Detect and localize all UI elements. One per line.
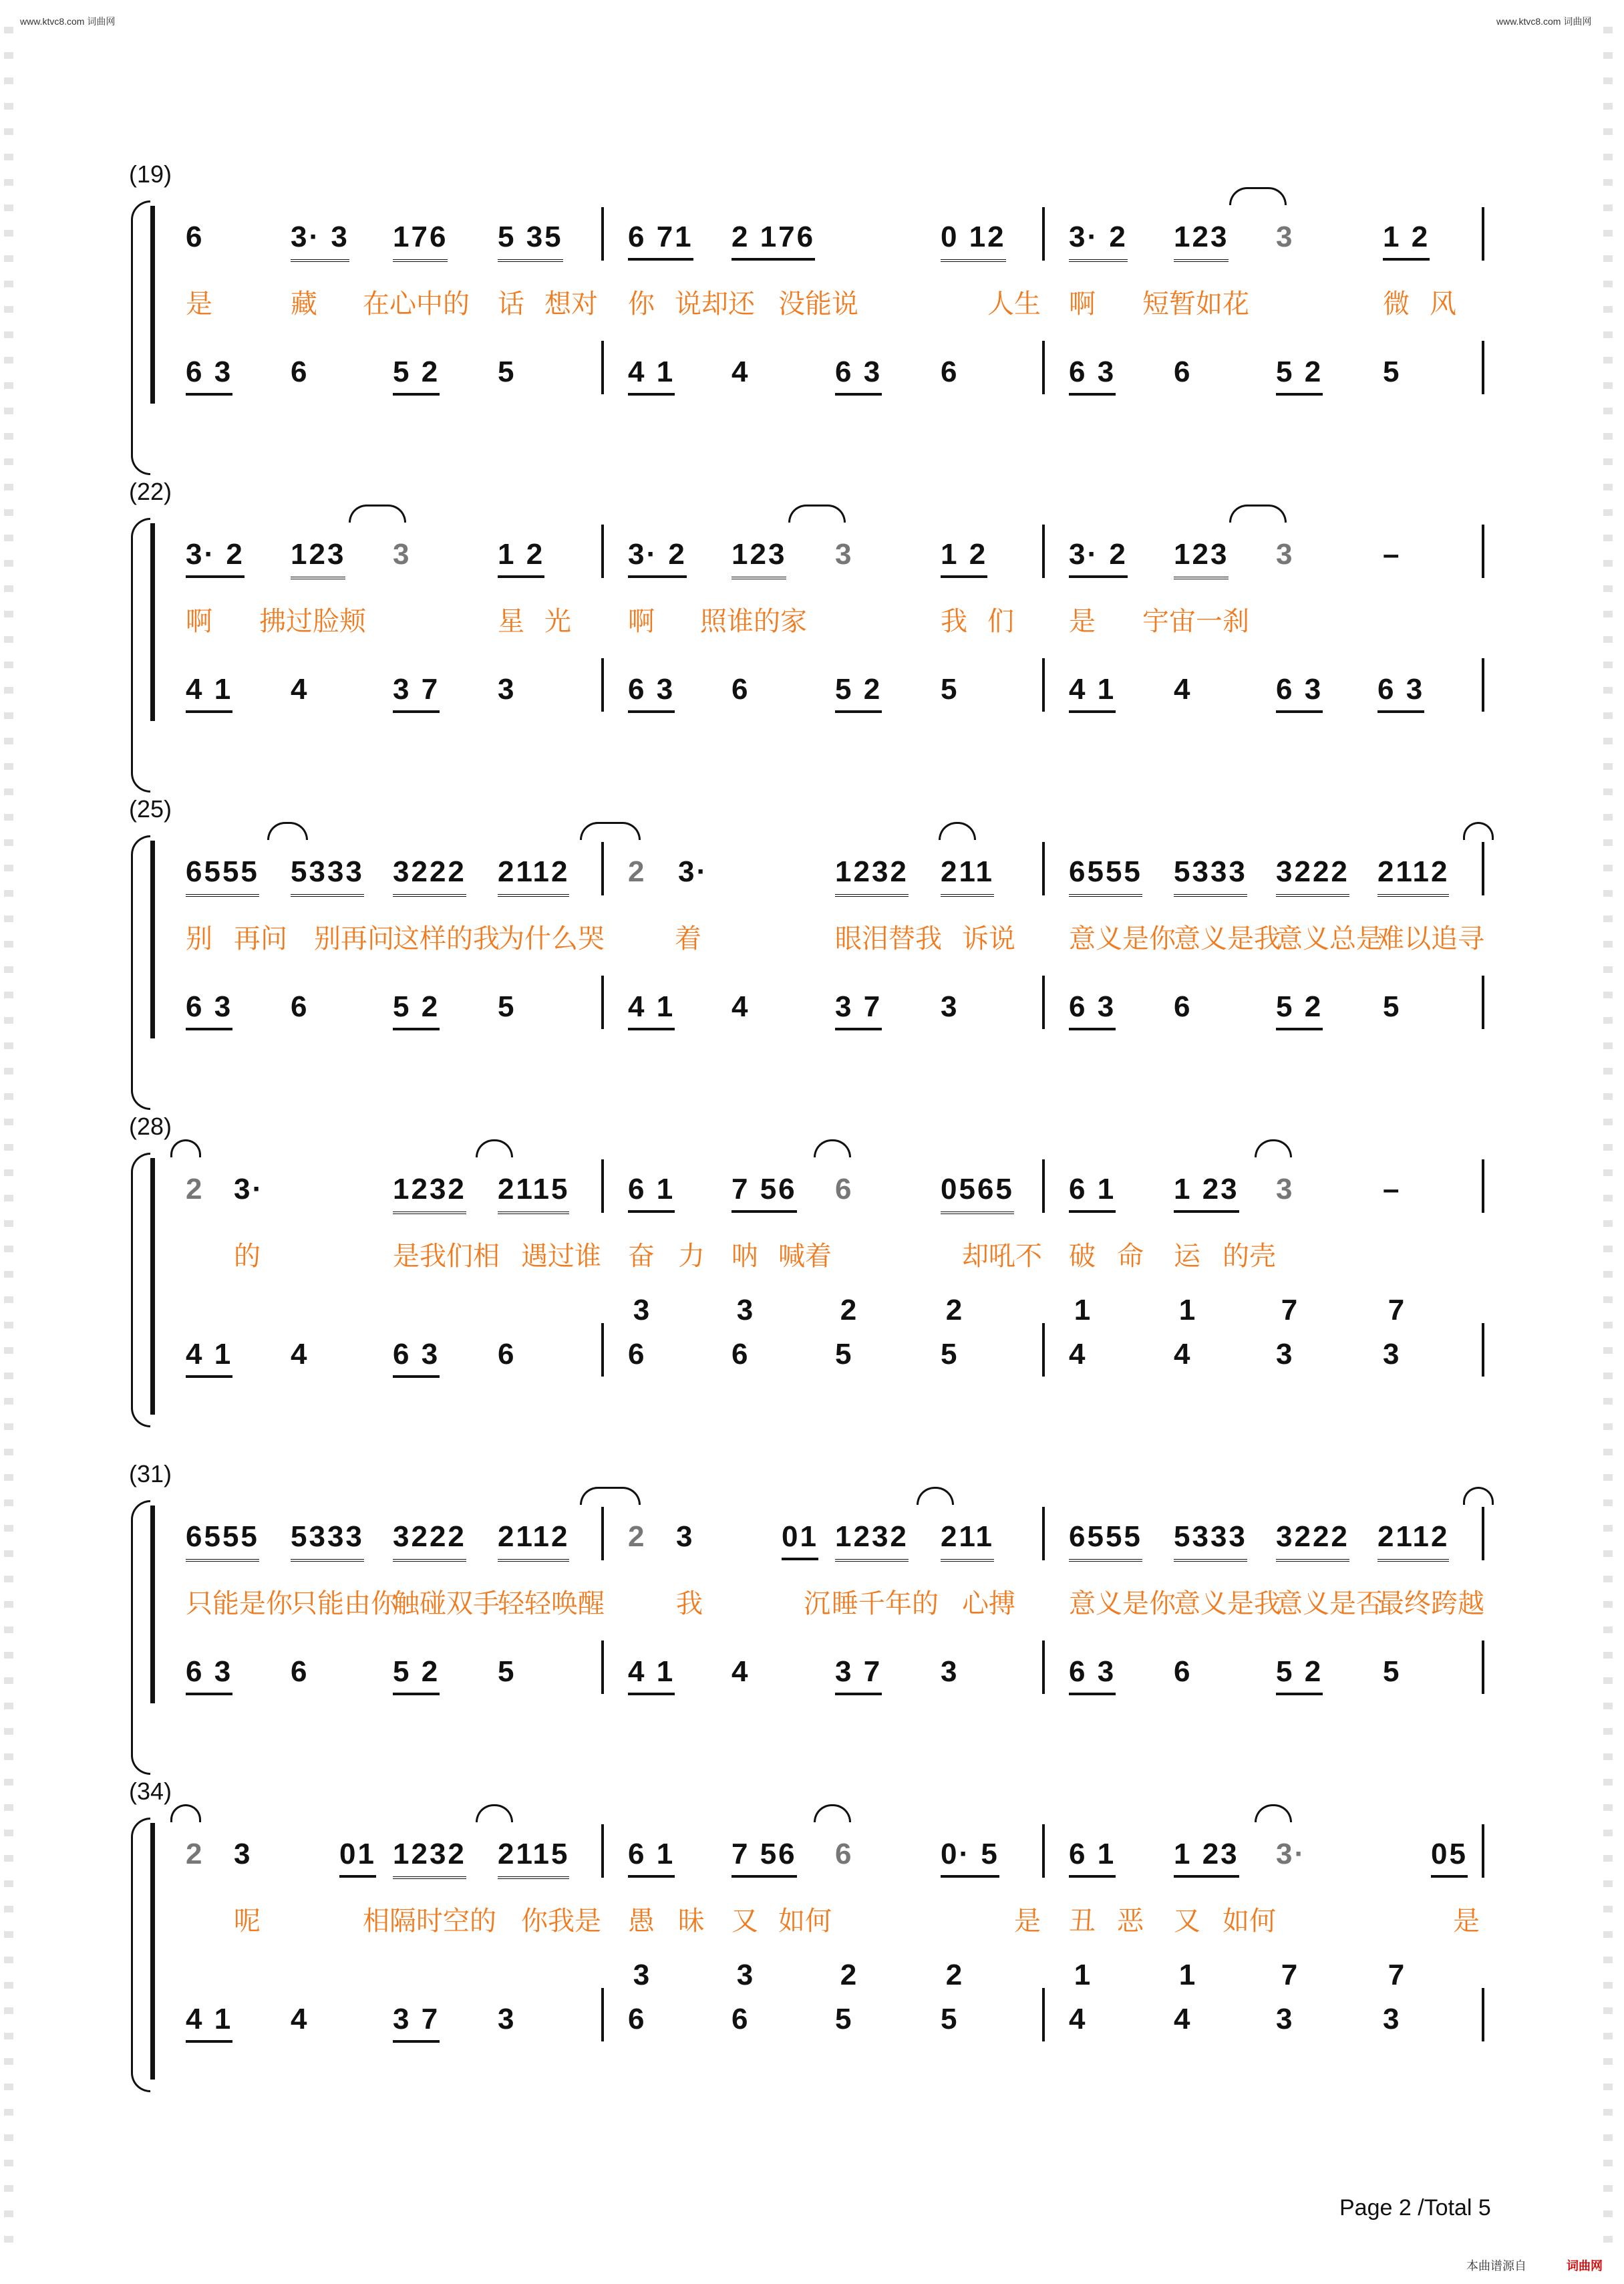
chord-upper: 2	[840, 1294, 857, 1326]
chord-upper: 2	[945, 1294, 963, 1326]
tie-slur	[476, 1139, 513, 1157]
lyric: 们	[987, 607, 1014, 636]
measure-number: (28)	[129, 1113, 172, 1140]
lyric: 照谁的家	[700, 607, 807, 636]
lyric: 是	[1014, 1906, 1041, 1936]
lyric: 人生	[987, 289, 1041, 319]
note-group: 4 1	[628, 990, 675, 1030]
note-group: 7 56	[732, 1173, 797, 1213]
lyric: 啊	[628, 607, 655, 636]
note-group: 2112	[498, 1520, 569, 1562]
bass-line	[0, 1330, 1624, 1397]
note-group: 6	[628, 1338, 647, 1371]
note-group: 1 2	[498, 538, 544, 578]
note-group: 5	[941, 2003, 959, 2035]
lyric: 却吼不	[962, 1242, 1042, 1271]
measure-number: (19)	[129, 160, 172, 188]
note-group: 1 23	[1174, 1838, 1239, 1878]
note-group: –	[1383, 1173, 1402, 1205]
note-group: 3·	[234, 1173, 265, 1205]
note-group: 3222	[393, 1520, 466, 1562]
lyric: 愚	[628, 1906, 655, 1936]
note-group: 5	[1383, 990, 1402, 1023]
note-group: 4	[1174, 1338, 1192, 1371]
chord-upper: 1	[1178, 1294, 1196, 1326]
note-group: –	[1383, 538, 1402, 571]
measure-number: (22)	[129, 478, 172, 505]
note-group: 3	[1276, 221, 1295, 253]
lyric-line	[0, 1582, 1624, 1649]
note-group: 3	[234, 1838, 253, 1870]
lyric: 丑	[1069, 1906, 1096, 1936]
note-group: 6	[732, 1338, 750, 1371]
note-group: 4	[732, 990, 750, 1023]
note-group: 4	[732, 355, 750, 388]
note-group: 1 2	[1383, 221, 1430, 261]
note-group: 3·	[1276, 1838, 1307, 1870]
note-group: 6 3	[186, 355, 232, 396]
lyric: 别再问	[314, 924, 394, 954]
lyric: 意义是你	[1069, 924, 1176, 954]
note-group: 123	[1174, 538, 1229, 579]
note-group: 3	[1383, 2003, 1402, 2035]
note-group: 5	[498, 1655, 516, 1688]
note-group: 6 1	[628, 1838, 675, 1878]
note-group: 5 2	[1276, 990, 1323, 1030]
note-group: 6	[291, 355, 309, 388]
lyric: 只能由你	[291, 1589, 397, 1618]
note-group: 6	[835, 1173, 854, 1205]
note-group: 3 7	[393, 2003, 440, 2043]
note-group: 5333	[291, 855, 364, 897]
note-group: 6	[835, 1838, 854, 1870]
note-group: 3	[1276, 538, 1295, 571]
tie-slur	[580, 822, 641, 840]
note-group: 5333	[1174, 855, 1247, 897]
note-group: 5 35	[498, 221, 563, 262]
note-group: 6 3	[393, 1338, 440, 1378]
note-group: 6	[628, 2003, 647, 2035]
melody-line	[0, 1165, 1624, 1232]
lyric: 为什么哭	[498, 924, 605, 954]
lyric: 啊	[186, 607, 212, 636]
tie-slur	[1229, 187, 1287, 205]
note-group: 2112	[1377, 1520, 1449, 1562]
tie-slur	[788, 505, 846, 523]
note-group: 6 71	[628, 221, 693, 261]
note-group: 6 3	[1276, 673, 1323, 713]
lyric: 宇宙一刹	[1142, 607, 1249, 636]
note-group: 6 3	[628, 673, 675, 713]
lyric: 风	[1430, 289, 1456, 319]
note-group: 5 2	[393, 990, 440, 1030]
note-group: 6	[941, 355, 959, 388]
note-group: 5	[941, 1338, 959, 1371]
bass-line	[0, 665, 1624, 732]
lyric: 着	[675, 924, 701, 954]
chord-upper: 7	[1388, 1294, 1405, 1326]
system-31	[0, 1460, 1624, 1774]
bass-line	[0, 1995, 1624, 2061]
note-group: 2 176	[732, 221, 815, 261]
note-group: 6555	[186, 855, 259, 897]
note-group: 6555	[1069, 855, 1142, 897]
note-group: 123	[732, 538, 786, 579]
system-22	[0, 478, 1624, 792]
note-group: 4 1	[186, 2003, 232, 2043]
lyric-line	[0, 600, 1624, 667]
lyric: 又	[1174, 1906, 1200, 1936]
lyric: 在心中的	[363, 289, 470, 319]
lyric: 星	[498, 607, 524, 636]
melody-line	[0, 1512, 1624, 1579]
note-group: 6	[1174, 355, 1192, 388]
note-group: 3·	[678, 855, 709, 888]
note-group: 5	[835, 1338, 854, 1371]
bass-line	[0, 347, 1624, 414]
tie-slur	[170, 1804, 201, 1822]
note-group: 5 2	[393, 1655, 440, 1695]
lyric: 短暂如花	[1142, 289, 1249, 319]
tie-slur	[814, 1139, 851, 1157]
note-group: 5	[835, 2003, 854, 2035]
lyric: 你我是	[521, 1906, 601, 1936]
lyric: 意义是你	[1069, 1589, 1176, 1618]
note-group: 4 1	[1069, 673, 1116, 713]
note-group: 3	[941, 1655, 959, 1688]
note-group: 211	[941, 1520, 994, 1562]
note-group: 5333	[1174, 1520, 1247, 1562]
source-credit: 本曲谱源自	[1466, 2259, 1526, 2273]
page-indicator: Page 2 /Total 5	[1339, 2195, 1491, 2221]
lyric: 意义是我	[1174, 924, 1281, 954]
note-group: 2	[628, 855, 647, 888]
note-group: 6 3	[835, 355, 882, 396]
note-group: 1232	[393, 1173, 466, 1214]
chord-upper: 1	[1074, 1294, 1091, 1326]
note-group: 6 1	[628, 1173, 675, 1213]
note-group: 2	[186, 1173, 204, 1205]
note-group: 05	[1431, 1838, 1468, 1878]
system-34	[0, 1777, 1624, 2092]
note-group: 4	[1174, 673, 1192, 706]
lyric: 破	[1069, 1242, 1096, 1271]
note-group: 6 3	[1069, 355, 1116, 396]
lyric: 意义是否	[1276, 1589, 1383, 1618]
note-group: 5	[1383, 1655, 1402, 1688]
note-group: 1 23	[1174, 1173, 1239, 1213]
system-28	[0, 1113, 1624, 1427]
lyric: 说却还	[675, 289, 755, 319]
note-group: 6 3	[1069, 1655, 1116, 1695]
lyric: 的	[234, 1242, 261, 1271]
lyric: 再问	[234, 924, 287, 954]
note-group: 3	[1276, 1173, 1295, 1205]
lyric: 恶	[1117, 1906, 1144, 1936]
lyric: 又	[732, 1906, 758, 1936]
lyric-line	[0, 1900, 1624, 1967]
tie-slur	[1255, 1804, 1292, 1822]
lyric: 诉说	[962, 924, 1015, 954]
note-group: 6	[186, 221, 204, 253]
note-group: 4	[291, 2003, 309, 2035]
melody-line	[0, 1830, 1624, 1896]
lyric: 心搏	[962, 1589, 1015, 1618]
note-group: 6 3	[186, 990, 232, 1030]
note-group: 2115	[498, 1173, 569, 1214]
note-group: 3	[941, 990, 959, 1023]
lyric: 我	[676, 1589, 703, 1618]
lyric: 拂过脸颊	[259, 607, 366, 636]
measure-number: (25)	[129, 795, 172, 823]
system-25	[0, 795, 1624, 1109]
note-group: 5	[498, 355, 516, 388]
lyric: 你	[628, 289, 655, 319]
note-group: 3· 2	[186, 538, 245, 578]
lyric-line	[0, 917, 1624, 984]
measure-number: (34)	[129, 1777, 172, 1805]
lyric: 是	[1069, 607, 1096, 636]
note-group: 6	[1174, 1655, 1192, 1688]
note-group: 3	[498, 673, 516, 706]
note-group: 7 56	[732, 1838, 797, 1878]
lyric: 睡千年的	[832, 1589, 939, 1618]
lyric: 微	[1383, 289, 1410, 319]
note-group: 5	[498, 990, 516, 1023]
tie-slur	[170, 1139, 201, 1157]
note-group: 6	[291, 1655, 309, 1688]
note-group: 4 1	[186, 1338, 232, 1378]
lyric: 最终跨越	[1377, 1589, 1484, 1618]
note-group: 5 2	[1276, 355, 1323, 396]
chord-upper: 2	[945, 1959, 963, 1991]
tie-slur	[1229, 505, 1287, 523]
note-group: 176	[393, 221, 448, 262]
note-group: 4	[1069, 2003, 1088, 2035]
lyric: 意义是我	[1174, 1589, 1281, 1618]
note-group: 211	[941, 855, 994, 897]
note-group: 6	[732, 673, 750, 706]
lyric: 相隔时空的	[363, 1906, 496, 1936]
note-group: 4 1	[628, 1655, 675, 1695]
note-group: 4 1	[628, 355, 675, 396]
note-group: 3	[1276, 1338, 1295, 1371]
note-group: 3· 2	[1069, 538, 1128, 578]
chord-upper: 3	[736, 1294, 754, 1326]
note-group: 1232	[835, 855, 909, 897]
note-group: 3222	[393, 855, 466, 897]
note-group: 123	[1174, 221, 1229, 262]
note-group: 4	[1174, 2003, 1192, 2035]
lyric: 遇过谁	[521, 1242, 601, 1271]
lyric: 命	[1117, 1242, 1144, 1271]
note-group: 2112	[1377, 855, 1449, 897]
melody-line	[0, 212, 1624, 279]
tie-slur	[267, 822, 308, 840]
tie-slur	[580, 1487, 641, 1505]
note-group: 1 2	[941, 538, 987, 578]
note-group: 6	[1174, 990, 1192, 1023]
brand-logo[interactable]: 词曲网	[1567, 2259, 1603, 2273]
note-group: 0· 5	[941, 1838, 999, 1878]
bass-line	[0, 1647, 1624, 1714]
note-group: 3222	[1276, 855, 1349, 897]
lyric: 别	[186, 924, 212, 954]
lyric: 如何	[778, 1906, 832, 1936]
lyric: 意义总是	[1276, 924, 1383, 954]
tie-slur	[1463, 822, 1494, 840]
chord-upper: 1	[1178, 1959, 1196, 1991]
lyric: 我	[941, 607, 967, 636]
left-watermark: www.ktvc8.com 词曲网	[20, 16, 116, 27]
note-group: 1232	[393, 1838, 466, 1879]
note-group: 3· 2	[1069, 221, 1128, 262]
lyric: 没能说	[778, 289, 858, 319]
lyric: 是我们相	[393, 1242, 500, 1271]
tie-slur	[917, 1487, 954, 1505]
lyric: 只能是你	[186, 1589, 293, 1618]
note-group: 3	[835, 538, 854, 571]
note-group: 5	[1383, 355, 1402, 388]
tie-slur	[939, 822, 976, 840]
tie-slur	[1463, 1487, 1494, 1505]
lyric: 这样的我	[393, 924, 500, 954]
note-group: 4	[291, 1338, 309, 1371]
note-group: 2112	[498, 855, 569, 897]
system-19	[0, 160, 1624, 474]
note-group: 6 3	[186, 1655, 232, 1695]
note-group: 6	[732, 2003, 750, 2035]
chord-upper: 7	[1388, 1959, 1405, 1991]
melody-line	[0, 847, 1624, 914]
note-group: 3 7	[835, 990, 882, 1030]
note-group: 3	[393, 538, 412, 571]
lyric: 啊	[1069, 289, 1096, 319]
note-group: 5 2	[1276, 1655, 1323, 1695]
melody-line	[0, 530, 1624, 597]
note-group: 4	[291, 673, 309, 706]
tie-slur	[349, 505, 406, 523]
note-group: 2	[628, 1520, 647, 1553]
note-group: 5 2	[835, 673, 882, 713]
note-group: 6	[291, 990, 309, 1023]
note-group: 3· 2	[628, 538, 687, 578]
chord-upper: 3	[633, 1959, 650, 1991]
note-group: 6 3	[1069, 990, 1116, 1030]
note-group: 5 2	[393, 355, 440, 396]
lyric: 沉	[804, 1589, 830, 1618]
lyric: 力	[678, 1242, 705, 1271]
note-group: 4	[732, 1655, 750, 1688]
lyric: 触碰双手	[393, 1589, 500, 1618]
note-group: 4 1	[186, 673, 232, 713]
note-group: 3	[676, 1520, 695, 1553]
note-group: 3	[1276, 2003, 1295, 2035]
lyric-line	[0, 1235, 1624, 1302]
tie-slur	[476, 1804, 513, 1822]
note-group: 5	[941, 673, 959, 706]
note-group: 2115	[498, 1838, 569, 1879]
measure-number: (31)	[129, 1460, 172, 1487]
lyric: 呐	[732, 1242, 758, 1271]
chord-upper: 7	[1281, 1294, 1298, 1326]
lyric: 话	[498, 289, 524, 319]
note-group: 3 7	[393, 673, 440, 713]
note-group: 3	[1383, 1338, 1402, 1371]
note-group: 01	[782, 1520, 818, 1560]
note-group: 6 3	[1377, 673, 1424, 713]
note-group: 4	[1069, 1338, 1088, 1371]
chord-upper: 7	[1281, 1959, 1298, 1991]
note-group: 0565	[941, 1173, 1014, 1214]
tie-slur	[814, 1804, 851, 1822]
right-watermark: www.ktvc8.com 词曲网	[1496, 16, 1592, 27]
lyric: 奋	[628, 1242, 655, 1271]
lyric: 的壳	[1223, 1242, 1276, 1271]
note-group: 6555	[1069, 1520, 1142, 1562]
lyric: 藏	[291, 289, 317, 319]
note-group: 5333	[291, 1520, 364, 1562]
lyric: 想对	[544, 289, 598, 319]
note-group: 6	[498, 1338, 516, 1371]
lyric: 轻轻唤醒	[498, 1589, 605, 1618]
lyric: 喊着	[778, 1242, 832, 1271]
lyric: 是	[186, 289, 212, 319]
tie-slur	[1255, 1139, 1292, 1157]
lyric: 眼泪替我	[835, 924, 942, 954]
lyric-line	[0, 283, 1624, 349]
note-group: 01	[339, 1838, 376, 1878]
chord-upper: 3	[736, 1959, 754, 1991]
note-group: 6555	[186, 1520, 259, 1562]
lyric: 呢	[234, 1906, 261, 1936]
chord-upper: 1	[1074, 1959, 1091, 1991]
chord-upper: 3	[633, 1294, 650, 1326]
note-group: 3	[498, 2003, 516, 2035]
note-group: 123	[291, 538, 345, 579]
note-group: 6 1	[1069, 1838, 1116, 1878]
lyric: 昧	[678, 1906, 705, 1936]
lyric: 难以追寻	[1377, 924, 1484, 954]
lyric: 如何	[1223, 1906, 1276, 1936]
note-group: 1232	[835, 1520, 909, 1562]
note-group: 6 1	[1069, 1173, 1116, 1213]
chord-upper: 2	[840, 1959, 857, 1991]
note-group: 3· 3	[291, 221, 349, 262]
note-group: 2	[186, 1838, 204, 1870]
note-group: 0 12	[941, 221, 1006, 262]
note-group: 3222	[1276, 1520, 1349, 1562]
bass-line	[0, 982, 1624, 1049]
note-group: 3 7	[835, 1655, 882, 1695]
lyric: 运	[1174, 1242, 1200, 1271]
lyric: 光	[544, 607, 571, 636]
lyric: 是	[1453, 1906, 1480, 1936]
